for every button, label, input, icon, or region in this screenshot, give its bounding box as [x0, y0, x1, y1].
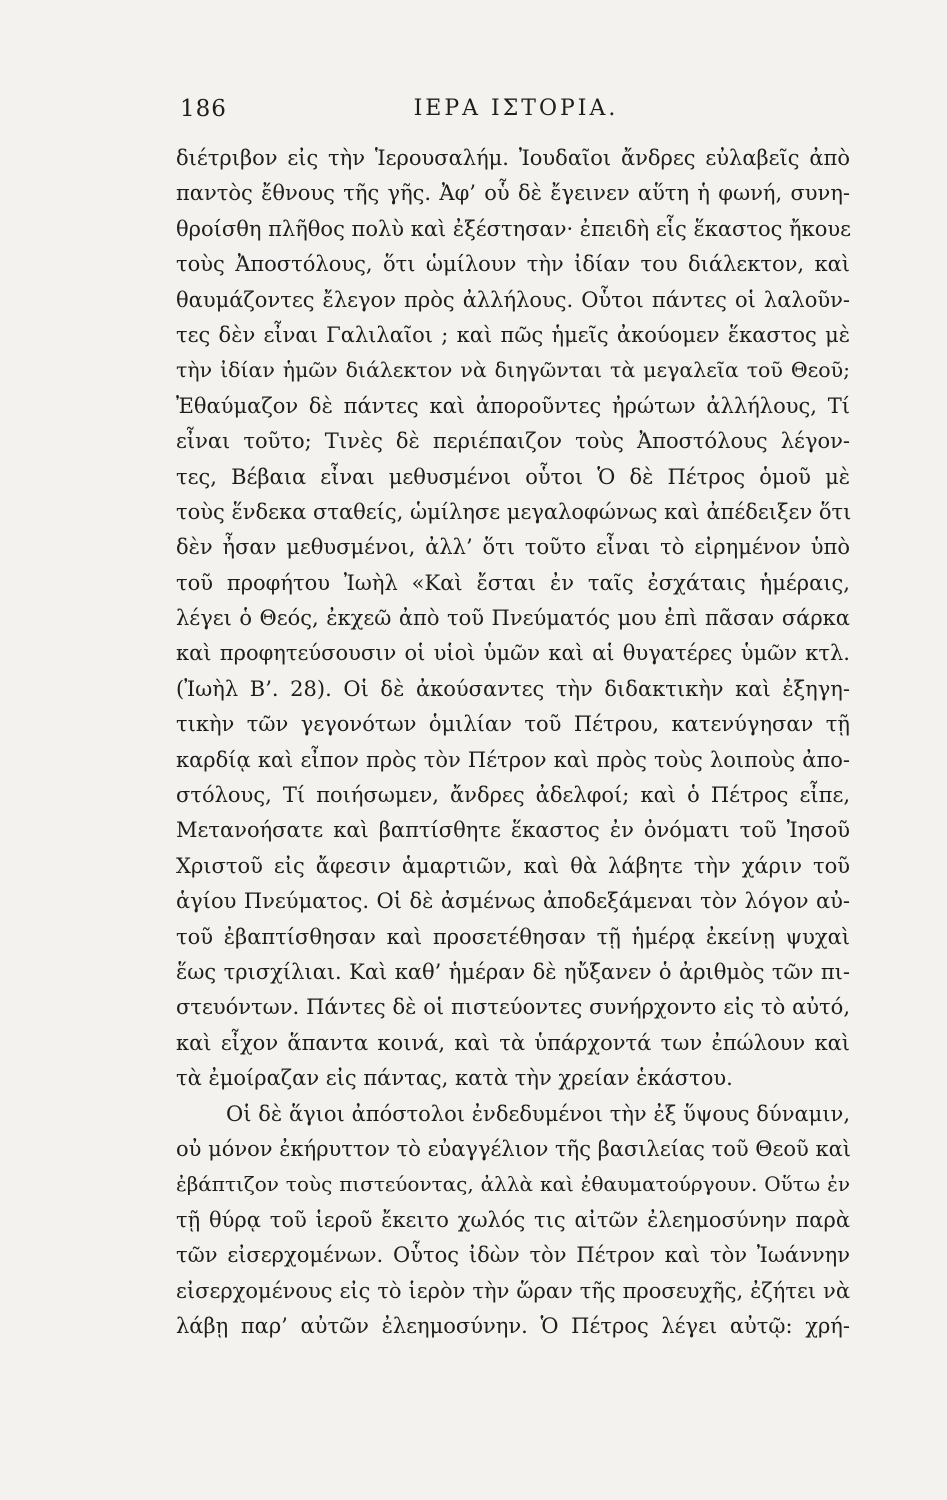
text-line: καὶ προφητεύσουσιν οἱ υἱοὶ ὑμῶν καὶ αἱ θυγατέρες ὑμῶν κτλ. [176, 641, 850, 666]
body-text [176, 141, 850, 1344]
text-line: τοῦ προφήτου Ἰωὴλ «Καὶ ἔσται ἐν ταῖς ἐσχάταις ἡμέραις, [176, 570, 850, 595]
text-line: τοὺς Ἀποστόλους, ὅτι ὡμίλουν τὴν ἰδίαν του διάλεκτον, καὶ [176, 252, 850, 277]
text-line: λέγει ὁ Θεός, ἐκχεῶ ἀπὸ τοῦ Πνεύματός μου ἐπὶ πᾶσαν σάρκα [176, 606, 850, 631]
text-line: οὐ μόνον ἐκήρυττον τὸ εὐαγγέλιον τῆς βασιλείας τοῦ Θεοῦ καὶ [176, 1136, 851, 1161]
text-line: θροίσθη πλῆθος πολὺ καὶ ἐξέστησαν· ἐπειδὴ εἷς ἕκαστος ἤκουε [176, 216, 852, 241]
text-line: τες, Βέβαια εἶναι μεθυσμένοι οὗτοι Ὁ δὲ Πέτρος ὁμοῦ μὲ [176, 464, 850, 489]
running-title: ΙΕΡΑ ΙΣΤΟΡΙΑ. [413, 96, 619, 121]
text-line: εἰσερχομένους εἰς τὸ ἱερὸν τὴν ὥραν τῆς προσευχῆς, ἐζήτει νὰ [176, 1278, 850, 1303]
paragraph-first-line: Οἱ δὲ ἅγιοι ἀπόστολοι ἐνδεδυμένοι τὴν ἐξ ὕψους δύναμιν, [226, 1101, 850, 1126]
text-line: τῶν εἰσερχομένων. Οὗτος ἰδὼν τὸν Πέτρον καὶ τὸν Ἰωάννην [176, 1243, 850, 1268]
text-line: τοῦ ἐβαπτίσθησαν καὶ προσετέθησαν τῇ ἡμέρᾳ ἐκείνῃ ψυχαὶ [176, 924, 850, 949]
text-line: τοὺς ἕνδεκα σταθείς, ὡμίλησε μεγαλοφώνως καὶ ἀπέδειξεν ὅτι [176, 499, 852, 524]
text-line: (Ἰωὴλ Β’. 28). Οἱ δὲ ἀκούσαντες τὴν διδακτικὴν καὶ ἐξηγη- [176, 676, 850, 701]
text-line: καὶ εἶχον ἅπαντα κοινά, καὶ τὰ ὑπάρχοντά των ἐπώλουν καὶ [176, 1030, 850, 1055]
text-line: παντὸς ἔθνους τῆς γῆς. Ἀφ’ οὗ δὲ ἔγεινεν αὕτη ἡ φωνή, συνη- [176, 181, 850, 206]
text-line: τες δὲν εἶναι Γαλιλαῖοι ; καὶ πῶς ἡμεῖς ἀκούομεν ἕκαστος μὲ [176, 322, 850, 347]
text-line: εἶναι τοῦτο; Τινὲς δὲ περιέπαιζον τοὺς Ἀποστόλους λέγον- [176, 429, 850, 454]
text-line: τὴν ἰδίαν ἡμῶν διάλεκτον νὰ διηγῶνται τὰ μεγαλεῖα τοῦ Θεοῦ; [176, 358, 850, 383]
text-line: διέτριβον εἰς τὴν Ἱερουσαλήμ. Ἰουδαῖοι ἄνδρες εὐλαβεῖς ἀπὸ [176, 146, 850, 170]
text-line: ἕως τρισχίλιαι. Καὶ καθ’ ἡμέραν δὲ ηὔξανεν ὁ ἀριθμὸς τῶν πι- [176, 959, 850, 984]
page-header [176, 96, 856, 130]
text-line: τικὴν τῶν γεγονότων ὁμιλίαν τοῦ Πέτρου, κατενύγησαν τῇ [176, 712, 850, 737]
text-line: Χριστοῦ εἰς ἄφεσιν ἁμαρτιῶν, καὶ θὰ λάβητε τὴν χάριν τοῦ [176, 853, 850, 878]
text-line: Ἐθαύμαζον δὲ πάντες καὶ ἀποροῦντες ἠρώτων ἀλλήλους, Τί [176, 393, 850, 418]
text-line: καρδίᾳ καὶ εἶπον πρὸς τὸν Πέτρον καὶ πρὸς τοὺς λοιποὺς ἀπο- [176, 747, 850, 772]
text-line: λάβῃ παρ’ αὐτῶν ἐλεημοσύνην. Ὁ Πέτρος λέγει αὐτῷ: χρή- [176, 1313, 850, 1338]
text-line: στόλους, Τί ποιήσωμεν, ἄνδρες ἀδελφοί; καὶ ὁ Πέτρος εἶπε, [176, 783, 850, 808]
text-line: ἐβάπτιζον τοὺς πιστεύοντας, ἀλλὰ καὶ ἐθαυματούργουν. Οὕτω ἐν [176, 1172, 850, 1197]
page-number: 186 [180, 96, 227, 122]
text-line: δὲν ἦσαν μεθυσμένοι, ἀλλ’ ὅτι τοῦτο εἶναι τὸ εἰρημένον ὑπὸ [176, 535, 850, 560]
text-line: στευόντων. Πάντες δὲ οἱ πιστεύοντες συνήρχοντο εἰς τὸ αὐτό, [176, 995, 850, 1020]
text-line: Μετανοήσατε καὶ βαπτίσθητε ἕκαστος ἐν ὀνόματι τοῦ Ἰησοῦ [176, 818, 850, 843]
text-line: τῇ θύρᾳ τοῦ ἱεροῦ ἔκειτο χωλός τις αἰτῶν ἐλεημοσύνην παρὰ [176, 1207, 850, 1232]
text-line: ἁγίου Πνεύματος. Οἱ δὲ ἀσμένως ἀποδεξάμεναι τὸν λόγον αὐ- [176, 889, 850, 914]
text-line: τὰ ἐμοίραζαν εἰς πάντας, κατὰ τὴν χρείαν ἑκάστου. [176, 1066, 733, 1091]
text-line: θαυμάζοντες ἔλεγον πρὸς ἀλλήλους. Οὗτοι πάντες οἱ λαλοῦν- [176, 287, 850, 312]
